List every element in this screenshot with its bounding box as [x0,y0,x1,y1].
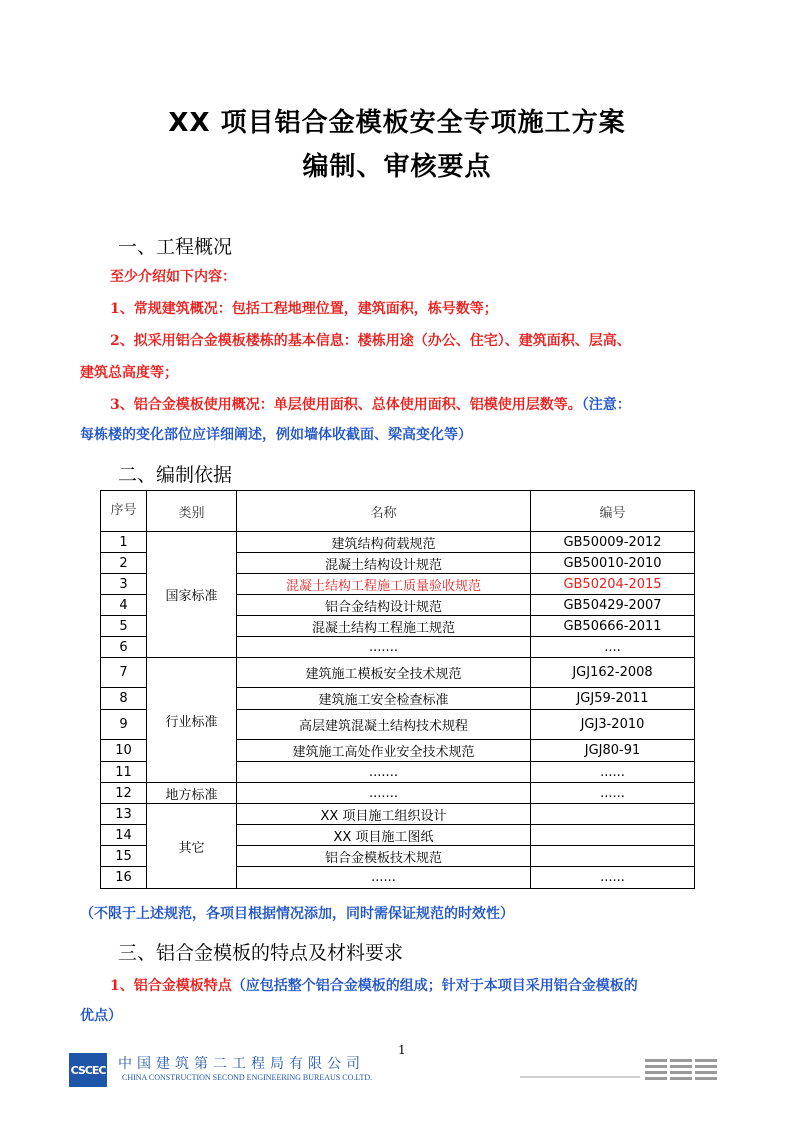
section2-note: （不限于上述规范，各项目根据情况添加，同时需保证规范的时效性） [80,906,514,922]
header-name: 名称 [237,491,531,532]
row-seq: 12 [101,783,147,804]
row-code: GB50429-2007 [531,595,695,616]
section1-intro: 至少介绍如下内容： [110,269,236,285]
footer-stripes-decoration [520,1055,720,1085]
table-row [101,783,695,804]
row-code [531,846,695,867]
row-seq: 1 [101,532,147,553]
row-name: ...... [237,867,531,889]
row-code: GB50666-2011 [531,616,695,637]
row-name: 混凝土结构设计规范 [237,553,531,574]
row-name: 混凝土结构工程施工规范 [237,616,531,637]
row-seq: 4 [101,595,147,616]
section3-heading: 三、铝合金模板的特点及材料要求 [118,942,404,964]
row-seq: 14 [101,825,147,846]
row-code: JGJ59-2011 [531,688,695,710]
header-category: 类别 [147,491,237,532]
category-other: 其它 [147,804,237,889]
table-row [101,532,695,553]
section3-item1 [110,977,638,995]
row-seq: 9 [101,710,147,740]
row-name: 建筑结构荷载规范 [237,532,531,553]
category-local: 地方标准 [147,783,237,804]
document-title: XX 项目铝合金模板安全专项施工方案 [168,108,626,138]
row-seq: 10 [101,740,147,762]
table-header-row [101,491,695,532]
row-name: ....... [237,762,531,783]
row-code: JGJ3-2010 [531,710,695,740]
row-name: 建筑施工安全检查标准 [237,688,531,710]
row-code: ...... [531,762,695,783]
page-number: 1 [398,1043,406,1057]
row-code: GB50204-2015 [531,574,695,595]
row-code: ...... [531,867,695,889]
header-seq: 序号 [101,491,147,532]
section3-item1-cont: 优点） [80,1008,122,1024]
table-row [101,804,695,825]
section3-item1-label: 1、铝合金模板特点 [110,978,232,994]
section1-item3-note: （注意： [581,397,631,413]
row-code [531,804,695,825]
row-code: JGJ80-91 [531,740,695,762]
row-name: ....... [237,783,531,804]
row-name: 铝合金模板技术规范 [237,846,531,867]
header-code: 编号 [531,491,695,532]
section1-item2: 2、拟采用铝合金模板楼栋的基本信息：楼栋用途（办公、住宅）、建筑面积、层高、 [110,333,631,349]
category-industry: 行业标准 [147,658,237,783]
row-code: .... [531,637,695,658]
row-name: XX 项目施工组织设计 [237,804,531,825]
row-seq: 7 [101,658,147,688]
row-seq: 6 [101,637,147,658]
row-code [531,825,695,846]
row-seq: 11 [101,762,147,783]
row-seq: 8 [101,688,147,710]
row-name: 高层建筑混凝土结构技术规程 [237,710,531,740]
table-row [101,658,695,688]
section1-item3-text: 3、铝合金模板使用概况：单层使用面积、总体使用面积、铝模使用层数等。 [110,397,582,413]
row-code: ...... [531,783,695,804]
section1-item3-note-cont: 每栋楼的变化部位应详细阐述，例如墙体收截面、梁高变化等） [80,427,472,443]
row-code: GB50010-2010 [531,553,695,574]
row-seq: 13 [101,804,147,825]
row-seq: 2 [101,553,147,574]
row-name: XX 项目施工图纸 [237,825,531,846]
section3-item1-desc: （应包括整个铝合金模板的组成；针对于本项目采用铝合金模板的 [231,978,638,994]
company-name-en: CHINA CONSTRUCTION SECOND ENGINEERING BUREAUS CO.LTD. [122,1073,373,1082]
row-name: 混凝土结构工程施工质量验收规范 [237,574,531,595]
section1-heading: 一、工程概况 [118,236,233,258]
row-code: GB50009-2012 [531,532,695,553]
row-seq: 15 [101,846,147,867]
company-logo: CSCEC [69,1053,107,1087]
section1-item2-cont: 建筑总高度等； [80,365,178,381]
row-code: JGJ162-2008 [531,658,695,688]
row-seq: 16 [101,867,147,889]
row-name: 建筑施工高处作业安全技术规范 [237,740,531,762]
row-seq: 5 [101,616,147,637]
standards-table [100,490,695,889]
row-name: ....... [237,637,531,658]
row-name: 铝合金结构设计规范 [237,595,531,616]
row-name: 建筑施工模板安全技术规范 [237,658,531,688]
section1-item3 [110,396,631,414]
category-national: 国家标准 [147,532,237,658]
row-seq: 3 [101,574,147,595]
document-subtitle: 编制、审核要点 [302,152,492,182]
section2-heading: 二、编制依据 [118,464,233,486]
section1-item1: 1、常规建筑概况：包括工程地理位置，建筑面积，栋号数等； [110,301,498,317]
company-name-cn: 中国建筑第二工程局有限公司 [118,1056,365,1072]
